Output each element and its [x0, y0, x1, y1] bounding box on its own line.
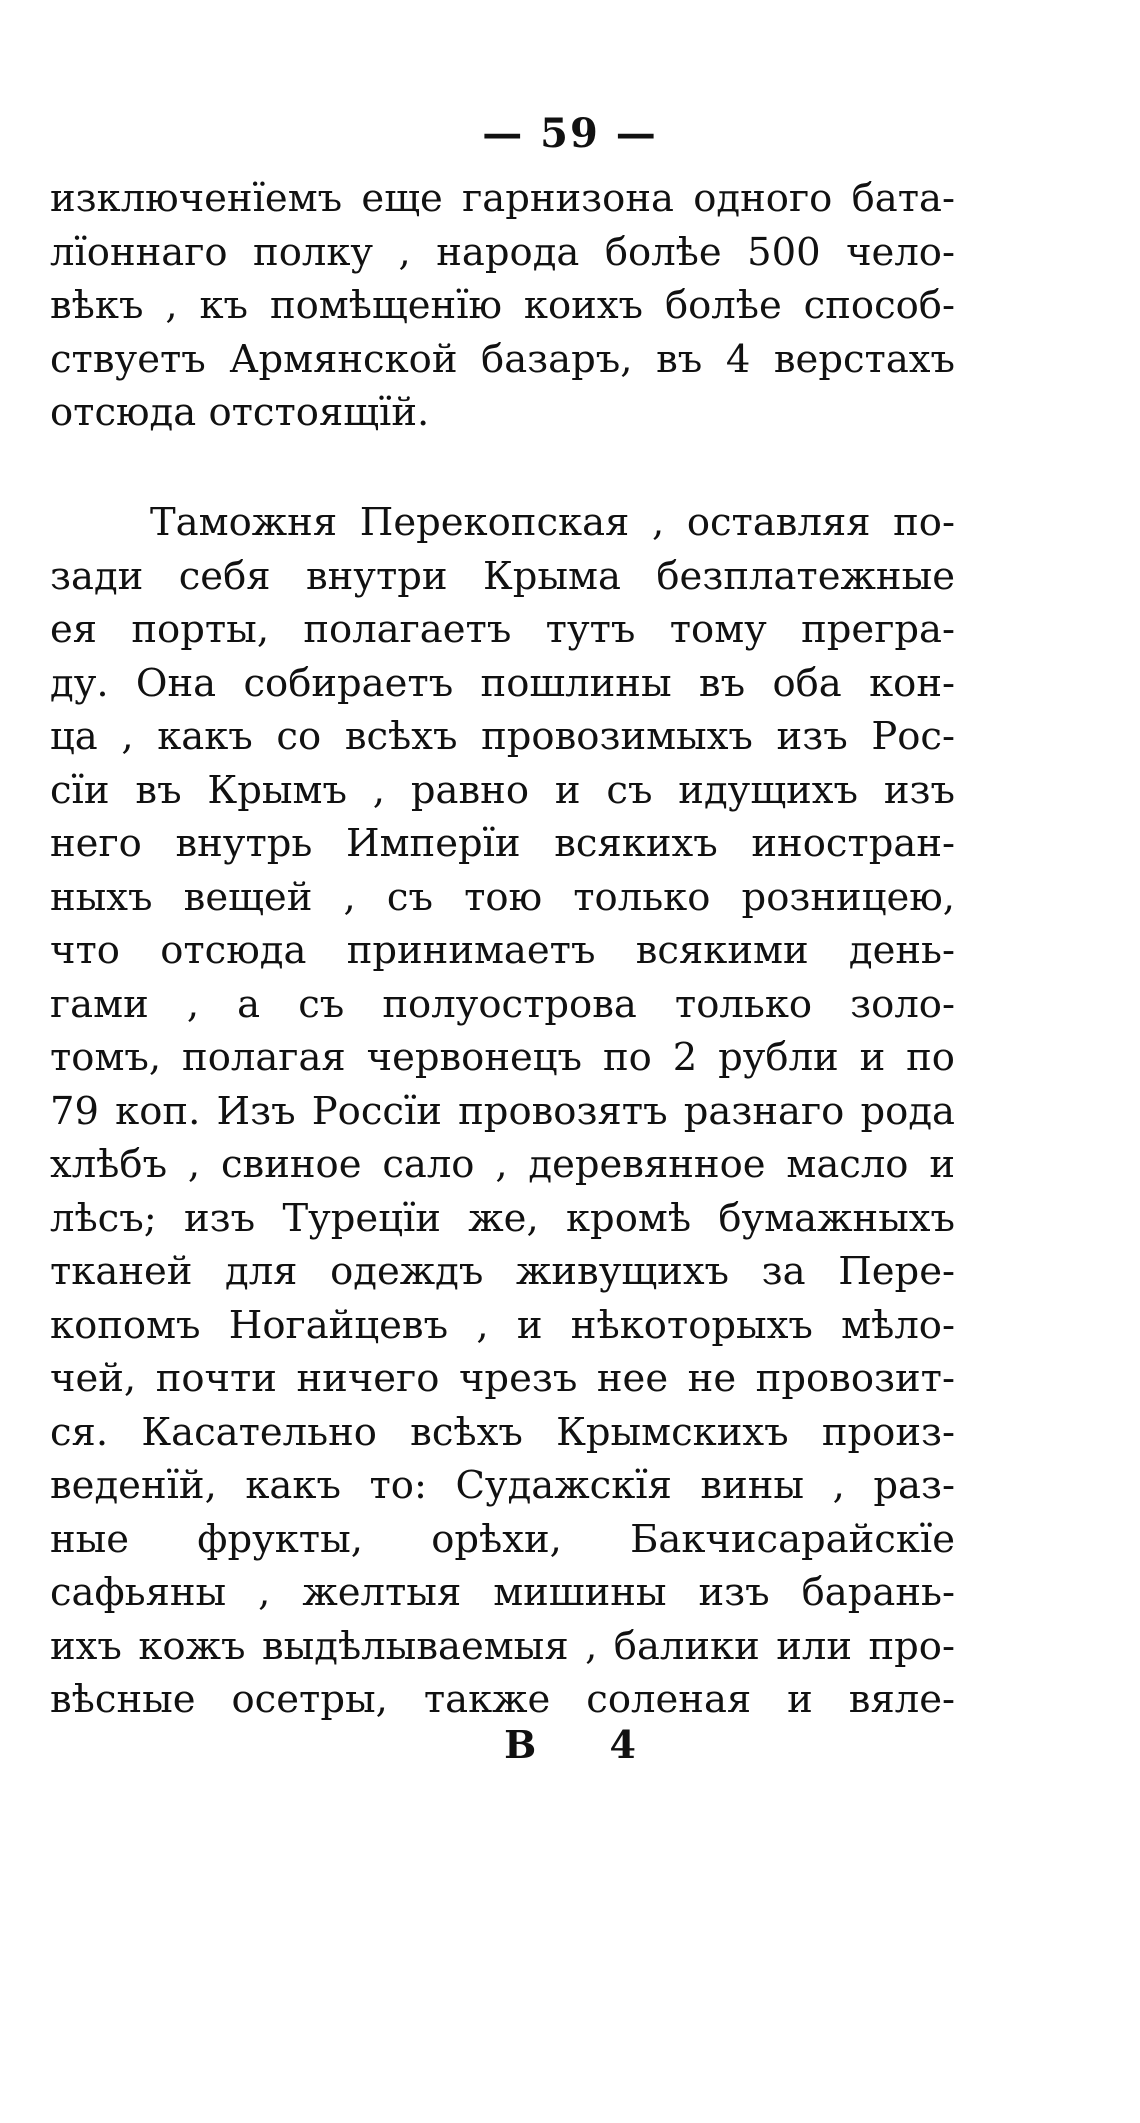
text-line: 79 коп. Изъ Россïи провозятъ разнаго рода — [50, 1088, 955, 1134]
text-line: ныхъ вещей , съ тою только розницею, — [50, 874, 955, 920]
text-line: вѣсные осетры, также соленая и вяле- — [50, 1677, 955, 1722]
paragraph-2 — [50, 496, 955, 1727]
text-line: тканей для одеждъ живущихъ за Пере- — [50, 1249, 955, 1294]
text-line: ные фрукты, орѣхи, Бакчисарайскïе — [50, 1516, 955, 1562]
text-line: сафьяны , желтыя мишины изъ барань- — [50, 1570, 955, 1615]
text-line: вѣкъ , къ помѣщенïю коихъ болѣе способ- — [50, 283, 955, 328]
signature-mark: В 4 — [504, 1722, 666, 1767]
text-line: лѣсъ; изъ Турецïи же, кромѣ бумажныхъ — [50, 1195, 955, 1241]
text-line: Таможня Перекопская , оставляя по- — [150, 500, 955, 545]
text-line: томъ, полагая червонецъ по 2 рубли и по — [50, 1035, 955, 1080]
text-line: ду. Она собираетъ пошлины въ оба кон- — [50, 660, 955, 706]
text-line: копомъ Ногайцевъ , и нѣкоторыхъ мѣло- — [50, 1302, 955, 1348]
text-line: зади себя внутри Крыма безплатежные — [50, 553, 955, 599]
text-line: отсюда отстоящïй. — [50, 390, 430, 435]
page-number: — 59 — — [482, 110, 658, 157]
text-line: ея порты, полагаетъ тутъ тому прегра- — [50, 607, 955, 652]
text-line: ся. Касательно всѣхъ Крымскихъ произ- — [50, 1409, 955, 1455]
text-line: хлѣбъ , свиное сало , деревянное масло и — [50, 1142, 955, 1187]
text-line: веденïй, какъ то: Судажскïя вины , раз- — [50, 1463, 955, 1508]
text-line: лïоннаго полку , народа болѣе 500 чело- — [50, 229, 955, 275]
text-line: сïи въ Крымъ , равно и съ идущихъ изъ — [50, 767, 955, 813]
text-line: ствуетъ Армянской базаръ, въ 4 верстахъ — [50, 336, 955, 382]
text-line: гами , а съ полуострова только золо- — [50, 981, 955, 1027]
text-line: ихъ кожъ выдѣлываемыя , балики или про- — [50, 1623, 955, 1669]
paragraph-1 — [50, 172, 955, 440]
text-line: что отсюда принимаетъ всякими день- — [50, 928, 955, 973]
text-line: изключенïемъ еще гарнизона одного бата- — [50, 176, 955, 221]
text-line: чей, почти ничего чрезъ нее не провозит- — [50, 1356, 955, 1401]
text-line: него внутрь Имперïи всякихъ иностран- — [50, 821, 955, 866]
text-line: ца , какъ со всѣхъ провозимыхъ изъ Рос- — [50, 714, 955, 759]
